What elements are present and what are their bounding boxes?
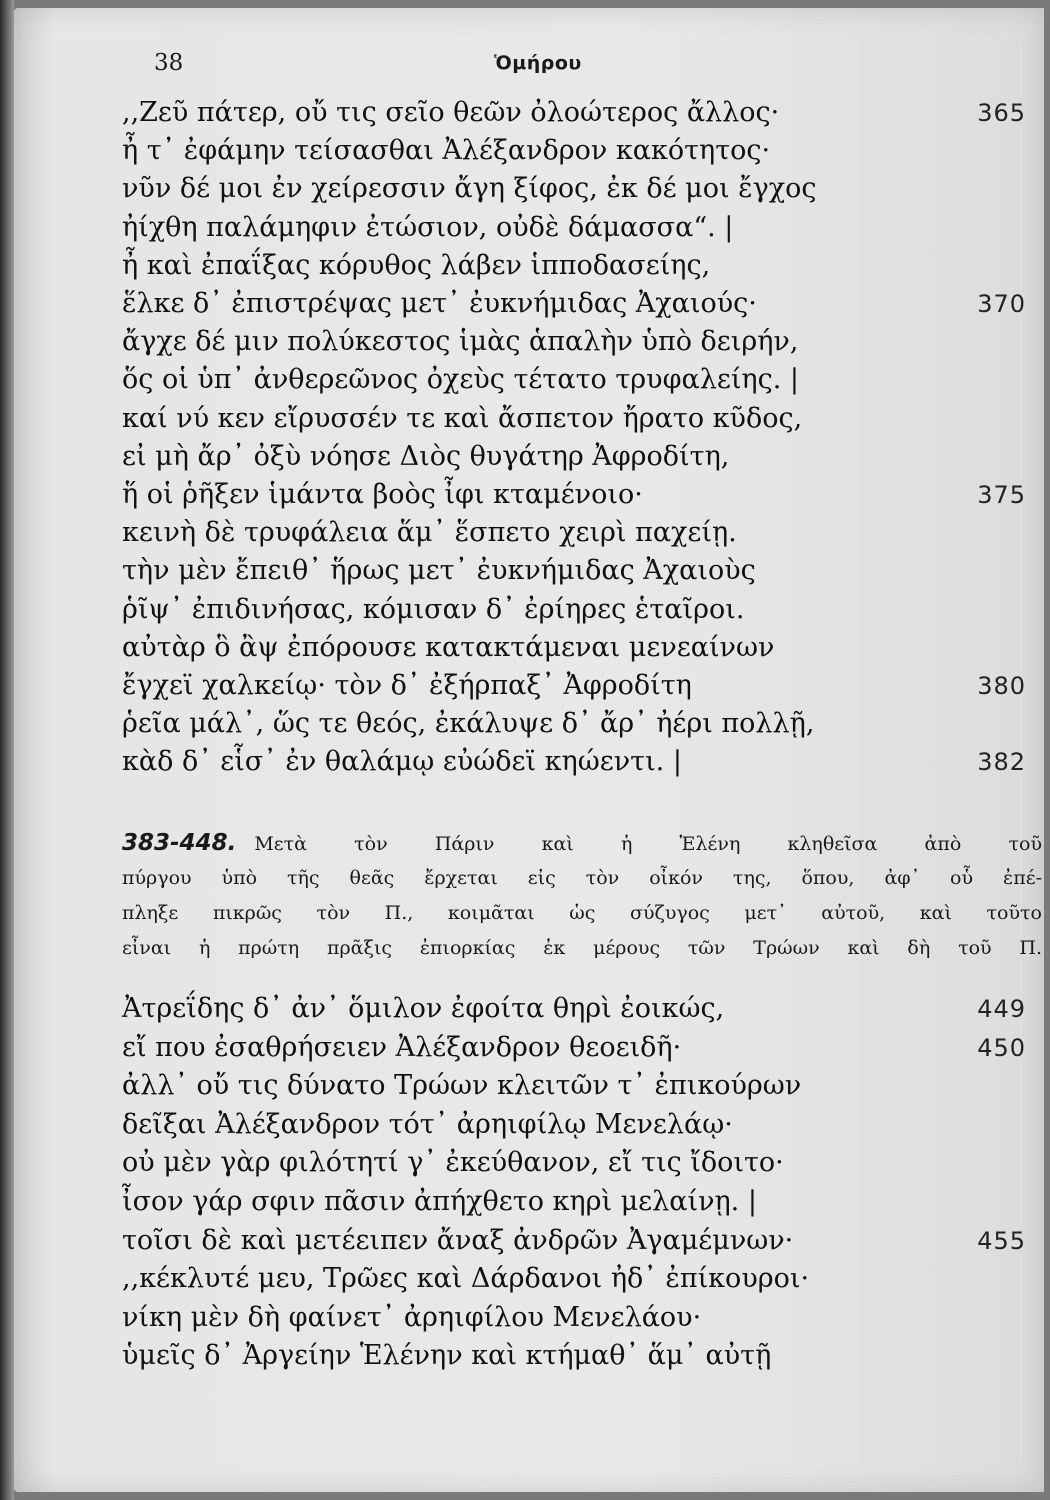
summary-line: πύργου ὑπὸ τῆς θεᾶς ἔρχεται εἰς τὸν οἶκόν της, ὅπου, ἀφ᾿ οὗ ἐπέ- bbox=[122, 867, 1042, 889]
verse-number: 365 bbox=[977, 99, 1026, 127]
verse-text: ὑμεῖς δ᾿ Ἀργείην Ἑλένην καὶ κτήμαθ᾿ ἅμ᾿ αὐτῇ bbox=[122, 1340, 772, 1372]
verse-line bbox=[122, 743, 1026, 781]
verse-text: κὰδ δ᾿ εἷσ᾿ ἐν θαλάμῳ εὐώδεϊ κηώεντι. | bbox=[122, 746, 682, 778]
verse-line bbox=[122, 1144, 1022, 1182]
verse-text: τοῖσι δὲ καὶ μετέειπεν ἄναξ ἀνδρῶν Ἀγαμέμνων· bbox=[122, 1224, 794, 1256]
summary-line: εἶναι ἡ πρώτη πρᾶξις ἐπιορκίας ἐκ μέρους τῶν Τρώων καὶ δὴ τοῦ Π. bbox=[122, 937, 1042, 959]
page-number: 38 bbox=[154, 50, 184, 76]
verse-text: ἕλκε δ᾿ ἐπιστρέψας μετ᾿ ἐυκνήμιδας Ἀχαιούς· bbox=[122, 288, 757, 319]
verse-text: ,,κέκλυτέ μευ, Τρῶες καὶ Δάρδανοι ἠδ᾿ ἐπίκουροι· bbox=[122, 1263, 810, 1295]
summary-line bbox=[122, 826, 1042, 861]
verse-line bbox=[122, 1337, 1022, 1375]
verse-text: ὅς οἱ ὑπ᾿ ἀνθερεῶνος ὀχεὺς τέτατο τρυφαλείης. | bbox=[122, 364, 799, 396]
verse-line bbox=[122, 361, 1022, 399]
verse-line bbox=[122, 285, 1026, 323]
verse-line bbox=[122, 1299, 1022, 1337]
verse-line bbox=[122, 323, 1022, 361]
verse-text: ῥεῖα μάλ᾿, ὥς τε θεός, ἐκάλυψε δ᾿ ἄρ᾿ ἠέρι πολλῇ, bbox=[122, 708, 815, 740]
verse-text: ἦ καὶ ἐπαΐξας κόρυθος λάβεν ἱπποδασείης, bbox=[122, 249, 711, 281]
verse-line bbox=[122, 94, 1026, 132]
verse-line bbox=[122, 247, 1022, 285]
book-page bbox=[14, 8, 1044, 1492]
running-head: Ὁμήρου bbox=[494, 52, 582, 74]
verse-line bbox=[122, 400, 1022, 438]
verse-line bbox=[122, 209, 1022, 247]
verse-text: ἔγχεϊ χαλκείῳ· τὸν δ᾿ ἐξήρπαξ᾿ Ἀφροδίτη bbox=[122, 670, 692, 701]
verse-line bbox=[122, 514, 1022, 552]
book-spine-shadow bbox=[0, 0, 14, 1500]
verse-line bbox=[122, 1183, 1022, 1221]
verse-text: καί νύ κεν εἴρυσσέν τε καὶ ἄσπετον ἤρατο κῦδος, bbox=[122, 402, 803, 434]
verse-text: ἶσον γάρ σφιν πᾶσιν ἀπήχθετο κηρὶ μελαίνῃ. | bbox=[122, 1186, 757, 1217]
verse-line bbox=[122, 591, 1022, 629]
verse-text: εἰ μὴ ἄρ᾿ ὀξὺ νόησε Διὸς θυγάτηρ Ἀφροδίτη, bbox=[122, 440, 730, 472]
verse-text: νῦν δέ μοι ἐν χείρεσσιν ἄγη ξίφος, ἐκ δέ μοι ἔγχος bbox=[122, 173, 817, 205]
verse-number: 380 bbox=[977, 672, 1026, 700]
verse-text: ἥ οἱ ῥῆξεν ἱμάντα βοὸς ἶφι κταμένοιο· bbox=[122, 479, 643, 510]
verse-line bbox=[122, 132, 1022, 170]
verse-number: 449 bbox=[977, 995, 1026, 1023]
verse-text: ἀλλ᾿ οὔ τις δύνατο Τρώων κλειτῶν τ᾿ ἐπικούρων bbox=[122, 1070, 802, 1102]
verse-line bbox=[122, 667, 1026, 705]
verse-text: ἄγχε δέ μιν πολύκεστος ἱμὰς ἁπαλὴν ὑπὸ δειρήν, bbox=[122, 326, 799, 358]
verse-line bbox=[122, 1260, 1022, 1298]
verse-text: ῥῖψ᾿ ἐπιδινήσας, κόμισαν δ᾿ ἐρίηρες ἑταῖροι. bbox=[122, 593, 745, 625]
verse-line bbox=[122, 1106, 1022, 1144]
verse-number: 375 bbox=[977, 481, 1026, 509]
verse-text: νίκη μὲν δὴ φαίνετ᾿ ἀρηιφίλου Μενελάου· bbox=[122, 1301, 702, 1333]
verse-line bbox=[122, 629, 1022, 667]
verse-line bbox=[122, 476, 1026, 514]
section-summary bbox=[122, 826, 1042, 966]
verse-line bbox=[122, 1029, 1026, 1067]
verse-number: 455 bbox=[977, 1226, 1026, 1255]
verse-number: 382 bbox=[977, 748, 1026, 777]
verse-text: οὐ μὲν γὰρ φιλότητί γ᾿ ἐκεύθανον, εἴ τις ἴδοιτο· bbox=[122, 1147, 784, 1179]
verse-text: ἦ τ᾿ ἐφάμην τείσασθαι Ἀλέξανδρον κακότητος· bbox=[122, 135, 771, 167]
verse-text: κεινὴ δὲ τρυφάλεια ἅμ᾿ ἕσπετο χειρὶ παχείῃ. bbox=[122, 517, 737, 549]
verse-line bbox=[122, 170, 1022, 208]
verse-text: τὴν μὲν ἔπειθ᾿ ἥρως μετ᾿ ἐυκνήμιδας Ἀχαιοὺς bbox=[122, 555, 756, 587]
verse-text: δεῖξαι Ἀλέξανδρον τότ᾿ ἀρηιφίλῳ Μενελάῳ· bbox=[122, 1108, 733, 1140]
verse-text: ,,Ζεῦ πάτερ, οὔ τις σεῖο θεῶν ὀλοώτερος ἄλλος· bbox=[122, 97, 780, 128]
verse-line bbox=[122, 1067, 1022, 1105]
verse-number: 370 bbox=[977, 290, 1026, 318]
summary-line: πληξε πικρῶς τὸν Π., κοιμᾶται ὡς σύζυγος μετ᾿ αὐτοῦ, καὶ τοῦτο bbox=[122, 902, 1042, 924]
page-header bbox=[14, 50, 1044, 80]
summary-line-text: Μετὰ τὸν Πάριν καὶ ἡ Ἑλένη κληθεῖσα ἀπὸ τοῦ bbox=[254, 833, 1042, 855]
verse-line bbox=[122, 990, 1026, 1028]
verse-line bbox=[122, 552, 1022, 590]
verse-text: ἠίχθη παλάμηφιν ἐτώσιον, οὐδὲ δάμασσα“. | bbox=[122, 211, 734, 243]
verse-number: 450 bbox=[977, 1033, 1026, 1062]
verse-text: εἴ που ἐσαθρήσειεν Ἀλέξανδρον θεοειδῆ· bbox=[122, 1031, 682, 1063]
verse-text: αὐτὰρ ὃ ἂψ ἐπόρουσε κατακτάμεναι μενεαίνων bbox=[122, 631, 775, 663]
verse-line bbox=[122, 1222, 1026, 1260]
verse-line bbox=[122, 438, 1022, 476]
verse-line bbox=[122, 705, 1022, 743]
summary-line-range: 383-448. bbox=[122, 830, 237, 856]
verse-text: Ἀτρεΐδης δ᾿ ἀν᾿ ὅμιλον ἐφοίτα θηρὶ ἐοικώς, bbox=[122, 993, 725, 1024]
